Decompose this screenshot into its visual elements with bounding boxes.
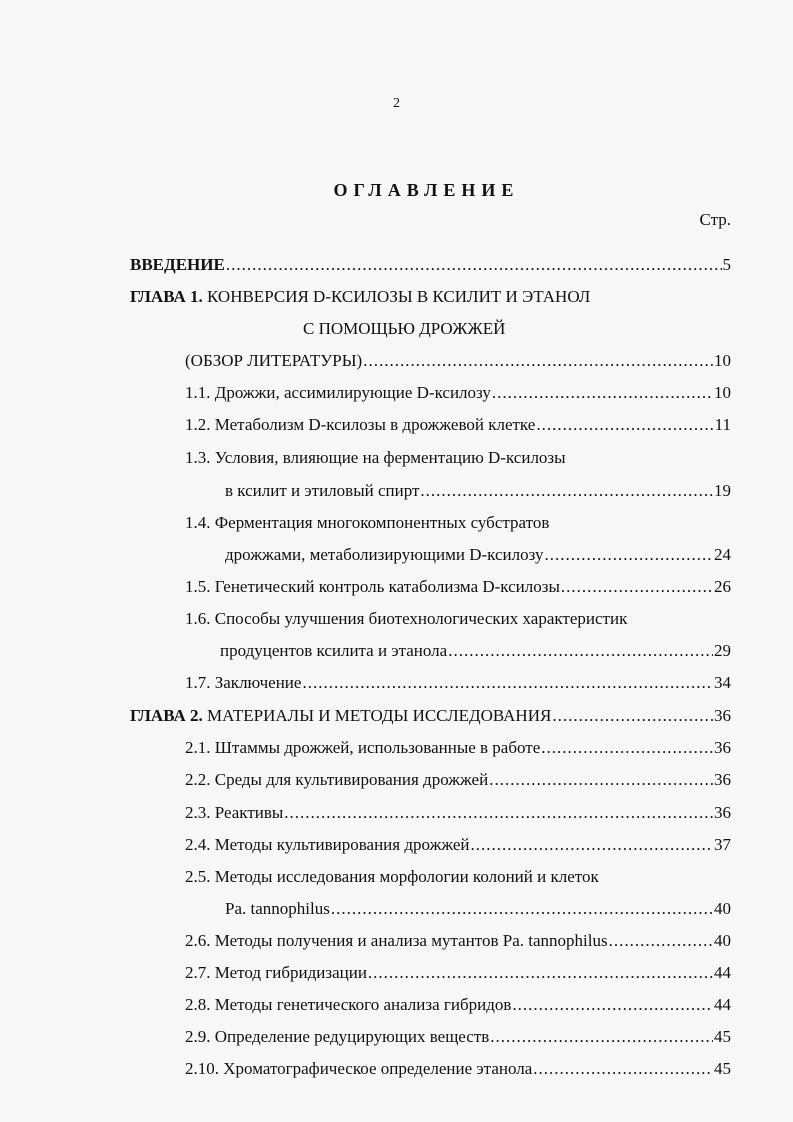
entry-text: 2.6. Методы получения и анализа мутантов Pa. tannophilus (185, 931, 608, 950)
toc-entry-2-4 (185, 832, 731, 858)
page-column-label: Стр. (699, 210, 731, 229)
entry-page: 45 (714, 1027, 731, 1046)
entry-page: 24 (714, 545, 731, 564)
toc-entry-1-5 (185, 574, 731, 600)
toc-entry-1-1 (185, 380, 731, 406)
entry-text: 2.7. Метод гибридизации (185, 963, 367, 982)
entry-text: КОНВЕРСИЯ D-КСИЛОЗЫ В КСИЛИТ И ЭТАНОЛ (202, 287, 591, 306)
leader-dots (492, 380, 713, 406)
entry-text: 1.1. Дрожжи, ассимилирующие D-ксилозу (185, 383, 491, 402)
toc-entry-chapter-1-end (185, 348, 731, 374)
toc-entry-1-6: 1.6. Способы улучшения биотехнологических характеристик (185, 609, 628, 628)
entry-page: 19 (714, 481, 731, 500)
entry-page: 40 (714, 899, 731, 918)
leader-dots (226, 252, 722, 278)
toc-entry-2-5: 2.5. Методы исследования морфологии колоний и клеток (185, 867, 599, 886)
leader-dots (368, 960, 713, 986)
leader-dots (512, 992, 713, 1018)
toc-entry-2-1 (185, 735, 731, 761)
toc-entry-2-5-end (225, 896, 731, 922)
entry-continuation: дрожжами, метаболизирующими D-ксилозу (225, 545, 544, 564)
page-title: ОГЛАВЛЕНИЕ (333, 180, 520, 200)
toc-entry-1-7 (185, 670, 731, 696)
entry-text: 2.9. Определение редуцирующих веществ (185, 1027, 490, 1046)
chapter-label: ГЛАВА 2. (130, 706, 203, 725)
toc-entry-2-6 (185, 928, 731, 954)
toc-entry-2-9 (185, 1024, 731, 1050)
entry-text: 2.4. Методы культивирования дрожжей (185, 835, 470, 854)
toc-entry-chapter-2 (130, 703, 731, 729)
leader-dots (470, 832, 713, 858)
chapter-label: ГЛАВА 1. (130, 287, 203, 306)
leader-dots (552, 703, 713, 729)
entry-text: 1.7. Заключение (185, 673, 302, 692)
entry-page: 36 (714, 706, 731, 725)
entry-page: 36 (714, 803, 731, 822)
leader-dots (420, 478, 713, 504)
toc-entry-1-4: 1.4. Ферментация многокомпонентных субстратов (185, 513, 550, 532)
entry-page: 44 (714, 963, 731, 982)
toc-entry-chapter-1 (130, 284, 590, 310)
toc-entry-1-4-end (225, 542, 731, 568)
entry-continuation: продуцентов ксилита и этанола (220, 641, 448, 660)
toc-entry-2-7 (185, 960, 731, 986)
entry-continuation: Pa. tannophilus (225, 899, 330, 918)
entry-page: 36 (714, 770, 731, 789)
leader-dots (302, 670, 713, 696)
entry-page: 44 (714, 995, 731, 1014)
leader-dots (448, 638, 713, 664)
entry-page: 40 (714, 931, 731, 950)
entry-text: 1.2. Метаболизм D-ксилозы в дрожжевой клетке (185, 415, 536, 434)
entry-text: 2.3. Реактивы (185, 803, 284, 822)
entry-page: 36 (714, 738, 731, 757)
entry-page: 45 (714, 1059, 731, 1078)
entry-text: 2.8. Методы генетического анализа гибридов (185, 995, 512, 1014)
leader-dots (490, 1024, 713, 1050)
entry-continuation: С ПОМОЩЬЮ ДРОЖЖЕЙ (303, 319, 506, 338)
entry-text: 2.2. Среды для культивирования дрожжей (185, 770, 489, 789)
leader-dots (536, 412, 713, 438)
toc-entry-1-3-end (225, 478, 731, 504)
entry-text: 2.1. Штаммы дрожжей, использованные в работе (185, 738, 541, 757)
page-number: 2 (393, 96, 400, 111)
entry-page: 34 (714, 673, 731, 692)
entry-text: МАТЕРИАЛЫ И МЕТОДЫ ИССЛЕДОВАНИЯ (202, 706, 552, 725)
leader-dots (363, 348, 713, 374)
entry-page: 29 (714, 641, 731, 660)
toc-entry-1-2 (185, 412, 731, 438)
toc-entry-1-6-end (220, 638, 731, 664)
toc-entry-2-8 (185, 992, 731, 1018)
toc-entry-2-10 (185, 1056, 731, 1082)
entry-continuation: в ксилит и этиловый спирт (225, 481, 420, 500)
leader-dots (331, 896, 713, 922)
leader-dots (609, 928, 713, 954)
leader-dots (561, 574, 713, 600)
toc-entry-1-3: 1.3. Условия, влияющие на ферментацию D-ксилозы (185, 448, 566, 467)
entry-page: 10 (714, 351, 731, 370)
leader-dots (533, 1056, 713, 1082)
toc-entry-2-3 (185, 800, 731, 826)
leader-dots (284, 800, 713, 826)
entry-text: ВВЕДЕНИЕ (130, 255, 225, 274)
leader-dots (544, 542, 713, 568)
entry-page: 10 (714, 383, 731, 402)
toc-entry-introduction (130, 252, 731, 278)
entry-text: 1.5. Генетический контроль катаболизма D-ксилозы (185, 577, 560, 596)
entry-page: 11 (714, 415, 731, 434)
entry-text: 2.10. Хроматографическое определение этанола (185, 1059, 533, 1078)
entry-page: 5 (722, 255, 731, 274)
entry-continuation: (ОБЗОР ЛИТЕРАТУРЫ) (185, 351, 363, 370)
toc-entry-2-2 (185, 767, 731, 793)
leader-dots (541, 735, 713, 761)
leader-dots (489, 767, 713, 793)
entry-page: 37 (714, 835, 731, 854)
entry-page: 26 (714, 577, 731, 596)
